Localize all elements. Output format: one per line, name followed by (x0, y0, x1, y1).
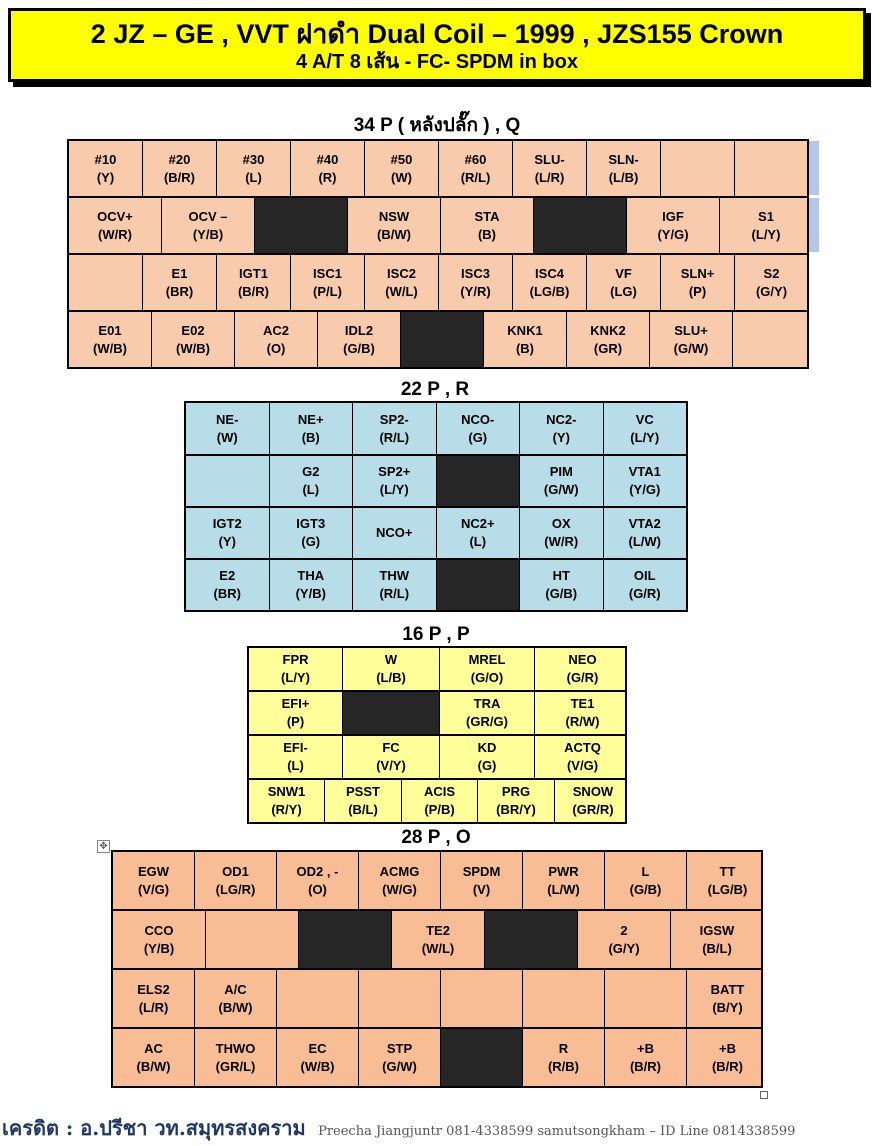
title-line-2: 4 A/T 8 เส้น - FC- SPDM in box (296, 51, 578, 73)
pin-cell: W (L/B) (343, 648, 440, 691)
empty-pin-cell (523, 970, 605, 1028)
pin-cell: ISC1 (P/L) (291, 255, 365, 311)
pin-cell: AC (B/W) (113, 1029, 195, 1087)
pin-row-table (248, 647, 626, 691)
pin-cell: SP2+ (L/Y) (353, 456, 437, 507)
pin-cell: OD2 , - (O) (277, 852, 359, 910)
pin-cell: EFI- (L) (249, 736, 343, 779)
pin-row-table (248, 735, 626, 779)
pin-cell: OD1 (LG/R) (195, 852, 277, 910)
pin-cell: R (R/B) (523, 1029, 605, 1087)
pin-cell: VTA2 (L/W) (603, 508, 687, 559)
pin-cell: AC2 (O) (235, 312, 318, 368)
pin-cell: NEO (G/R) (535, 648, 627, 691)
blank-pin-block (485, 911, 578, 969)
pin-cell: 2 (G/Y) (578, 911, 671, 969)
pin-cell: E02 (W/B) (152, 312, 235, 368)
empty-pin-cell (441, 970, 523, 1028)
pin-row (112, 910, 762, 969)
pin-cell: ELS2 (L/R) (113, 970, 195, 1028)
pin-cell: STA (B) (441, 198, 534, 254)
pin-cell: EFI+ (P) (249, 692, 343, 735)
pin-cell: IGF (Y/G) (627, 198, 720, 254)
pin-cell: +B (B/R) (605, 1029, 687, 1087)
empty-pin-cell (605, 970, 687, 1028)
pin-row-table (68, 140, 808, 197)
pin-cell: NE- (W) (186, 403, 270, 455)
pin-row-table (248, 691, 626, 735)
pin-cell: THW (R/L) (353, 560, 437, 611)
blank-pin-block (436, 560, 520, 611)
title-banner (8, 8, 866, 82)
pin-cell: L (G/B) (605, 852, 687, 910)
empty-pin-cell (359, 970, 441, 1028)
pin-cell: NC2+ (L) (436, 508, 520, 559)
pin-cell: IGSW (B/L) (671, 911, 763, 969)
pin-row (68, 254, 808, 311)
connector-16p-title: 16 P , P (402, 624, 470, 645)
blue-tab-lower (808, 198, 819, 252)
pin-cell: HT (G/B) (520, 560, 604, 611)
pin-cell: OIL (G/R) (603, 560, 687, 611)
pin-cell: FC (V/Y) (343, 736, 440, 779)
pin-cell: BATT (B/Y) (687, 970, 763, 1028)
pin-cell: SLN+ (P) (661, 255, 735, 311)
blue-tab-upper (808, 141, 819, 195)
pin-cell: #50 (W) (365, 141, 439, 197)
pin-row-table (185, 455, 687, 507)
pin-cell: OCV+ (W/R) (69, 198, 162, 254)
pin-cell: #40 (R) (291, 141, 365, 197)
pin-cell: EGW (V/G) (113, 852, 195, 910)
connector-22p-table (185, 402, 687, 611)
pin-cell: E2 (BR) (186, 560, 270, 611)
pin-row (112, 851, 762, 910)
pin-cell: ISC4 (LG/B) (513, 255, 587, 311)
pin-cell: THA (Y/B) (269, 560, 353, 611)
pin-cell: KNK2 (GR) (567, 312, 650, 368)
pin-cell: E1 (BR) (143, 255, 217, 311)
pin-row (185, 559, 687, 611)
pin-cell: IGT1 (B/R) (217, 255, 291, 311)
pin-cell: TT (LG/B) (687, 852, 763, 910)
pin-cell: A/C (B/W) (195, 970, 277, 1028)
pin-row (248, 691, 626, 735)
pin-row-table (68, 311, 808, 368)
pin-cell: SPDM (V) (441, 852, 523, 910)
pin-cell: IGT2 (Y) (186, 508, 270, 559)
blank-pin-block (299, 911, 392, 969)
pin-cell: SP2- (R/L) (353, 403, 437, 455)
pin-cell: PWR (L/W) (523, 852, 605, 910)
pin-cell: NE+ (B) (269, 403, 353, 455)
pin-row-table (185, 507, 687, 559)
pin-cell: #10 (Y) (69, 141, 143, 197)
empty-pin-cell (206, 911, 299, 969)
blank-pin-block (441, 1029, 523, 1087)
pin-cell: THWO (GR/L) (195, 1029, 277, 1087)
pin-cell: #20 (B/R) (143, 141, 217, 197)
pin-cell: PRG (BR/Y) (478, 780, 555, 823)
connector-22p-title: 22 P , R (400, 379, 470, 400)
connector-28p-title: 28 P , O (401, 827, 471, 848)
pin-row-table (112, 851, 762, 910)
pin-row-table (112, 1028, 762, 1087)
pin-row (248, 779, 626, 823)
empty-pin-cell (661, 141, 735, 197)
pin-cell: ACTQ (V/G) (535, 736, 627, 779)
pin-cell: G2 (L) (269, 456, 353, 507)
pin-cell: OX (W/R) (520, 508, 604, 559)
blank-pin-block (255, 198, 348, 254)
empty-pin-cell (735, 141, 809, 197)
empty-pin-cell (69, 255, 143, 311)
pin-cell: ACMG (W/G) (359, 852, 441, 910)
move-icon[interactable]: ✥ (97, 840, 110, 853)
pin-cell: #30 (L) (217, 141, 291, 197)
pin-cell: VF (LG) (587, 255, 661, 311)
pin-cell: IGT3 (G) (269, 508, 353, 559)
pin-row (185, 507, 687, 559)
pin-cell: +B (B/R) (687, 1029, 763, 1087)
pin-cell: #60 (R/L) (439, 141, 513, 197)
pin-cell: PIM (G/W) (520, 456, 604, 507)
footer (2, 1112, 878, 1142)
pin-cell: SLN- (L/B) (587, 141, 661, 197)
footer-contact: Preecha Jiangjuntr 081-4338599 samutsongkham – ID Line 0814338599 (318, 1124, 796, 1139)
pin-row-table (68, 197, 808, 254)
pin-row (248, 647, 626, 691)
pin-cell: NCO+ (353, 508, 437, 559)
pin-cell: NCO- (G) (436, 403, 520, 455)
title-line-1: 2 JZ – GE , VVT ฝาดำ Dual Coil – 1999 , JZS155 Crown (90, 19, 784, 49)
pin-cell: FPR (L/Y) (249, 648, 343, 691)
blank-pin-block (534, 198, 627, 254)
empty-pin-cell (733, 312, 809, 368)
pin-cell: ISC2 (W/L) (365, 255, 439, 311)
resize-handle[interactable] (760, 1091, 768, 1099)
pin-cell: SLU- (L/R) (513, 141, 587, 197)
pin-cell: SNW1 (R/Y) (249, 780, 325, 823)
pin-row-table (185, 559, 687, 611)
blank-pin-block (436, 456, 520, 507)
pin-cell: VTA1 (Y/G) (603, 456, 687, 507)
connector-28p-table (112, 851, 762, 1087)
pin-cell: ISC3 (Y/R) (439, 255, 513, 311)
pin-cell: NSW (B/W) (348, 198, 441, 254)
pin-row (185, 455, 687, 507)
blank-pin-block (401, 312, 484, 368)
blank-pin-block (343, 692, 440, 735)
pin-cell: CCO (Y/B) (113, 911, 206, 969)
pin-cell: ACIS (P/B) (402, 780, 478, 823)
pin-cell: MREL (G/O) (440, 648, 535, 691)
pin-cell: E01 (W/B) (69, 312, 152, 368)
pin-cell: TRA (GR/G) (440, 692, 535, 735)
empty-pin-cell (277, 970, 359, 1028)
pin-row-table (112, 969, 762, 1028)
pin-cell: KNK1 (B) (484, 312, 567, 368)
connector-34p-title: 34 P ( หลังปลั๊ก ) , Q (353, 115, 521, 136)
connector-16p-table (248, 647, 626, 823)
connector-34p-table (68, 140, 808, 368)
footer-credit: เครดิต : อ.ปรีชา วท.สมุทรสงคราม (2, 1116, 306, 1140)
pin-cell: VC (L/Y) (603, 403, 687, 455)
pin-row (68, 140, 808, 197)
pin-row-table (68, 254, 808, 311)
pin-cell: IDL2 (G/B) (318, 312, 401, 368)
pin-cell: SNOW (GR/R) (555, 780, 627, 823)
pin-cell: S2 (G/Y) (735, 255, 809, 311)
pin-cell: EC (W/B) (277, 1029, 359, 1087)
empty-pin-cell (186, 456, 270, 507)
pin-cell: SLU+ (G/W) (650, 312, 733, 368)
pin-row (112, 1028, 762, 1087)
pin-cell: NC2- (Y) (520, 403, 604, 455)
pin-row (68, 197, 808, 254)
pin-cell: OCV – (Y/B) (162, 198, 255, 254)
pin-cell: S1 (L/Y) (720, 198, 809, 254)
pin-row (112, 969, 762, 1028)
pin-row (248, 735, 626, 779)
pin-cell: STP (G/W) (359, 1029, 441, 1087)
pin-cell: TE1 (R/W) (535, 692, 627, 735)
pin-row (185, 402, 687, 455)
pin-cell: KD (G) (440, 736, 535, 779)
pin-row (68, 311, 808, 368)
pin-row-table (248, 779, 626, 823)
pin-cell: TE2 (W/L) (392, 911, 485, 969)
pin-row-table (112, 910, 762, 969)
pin-cell: PSST (B/L) (325, 780, 402, 823)
pin-row-table (185, 402, 687, 455)
